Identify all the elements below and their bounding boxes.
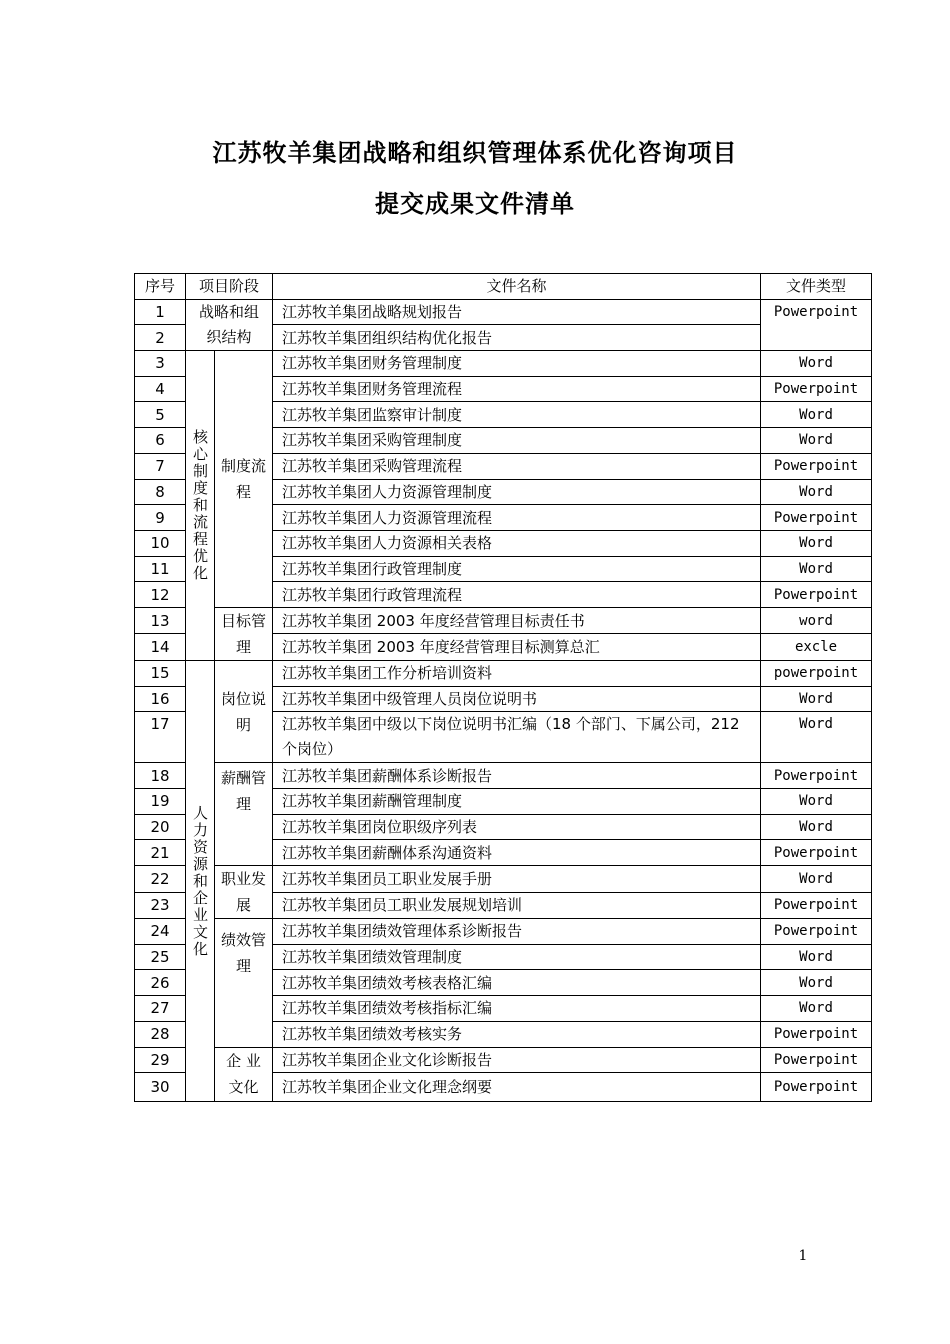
substage-label: 制度流程 bbox=[221, 457, 267, 501]
substage-label: 绩效管理 bbox=[221, 931, 267, 976]
row-name: 江苏牧羊集团行政管理流程 bbox=[273, 582, 761, 608]
row-name: 江苏牧羊集团人力资源管理流程 bbox=[273, 505, 761, 531]
row-type: Powerpoint bbox=[761, 919, 872, 945]
row-no: 26 bbox=[135, 970, 186, 996]
substage-performance bbox=[215, 919, 273, 1047]
row-name: 江苏牧羊集团战略规划报告 bbox=[273, 299, 761, 325]
row-name: 江苏牧羊集团财务管理流程 bbox=[273, 376, 761, 402]
substage-target-mgmt bbox=[215, 607, 273, 660]
stage-strategy-org bbox=[186, 299, 273, 350]
row-name: 江苏牧羊集团薪酬管理制度 bbox=[273, 789, 761, 815]
row-no: 4 bbox=[135, 376, 186, 402]
table-row bbox=[135, 763, 872, 789]
substage-systems-process bbox=[215, 351, 273, 608]
row-type: excle bbox=[761, 634, 872, 661]
table-row bbox=[135, 919, 872, 945]
row-no: 17 bbox=[135, 712, 186, 763]
stage-hr-culture bbox=[186, 660, 215, 1101]
substage-label: 企 业文化 bbox=[226, 1051, 261, 1096]
substage-label: 岗位说明 bbox=[221, 689, 267, 734]
row-name: 江苏牧羊集团监察审计制度 bbox=[273, 402, 761, 428]
row-no: 24 bbox=[135, 919, 186, 945]
row-type: Word bbox=[761, 402, 872, 428]
row-type: Powerpoint bbox=[761, 763, 872, 789]
deliverables-table bbox=[134, 273, 872, 1102]
table-row bbox=[135, 607, 872, 634]
header-no: 序号 bbox=[135, 274, 186, 300]
table-row bbox=[135, 299, 872, 325]
row-type: Word bbox=[761, 479, 872, 505]
row-no: 1 bbox=[135, 299, 186, 325]
document-subtitle: 提交成果文件清单 bbox=[375, 190, 575, 218]
row-no: 7 bbox=[135, 453, 186, 479]
row-no: 23 bbox=[135, 892, 186, 919]
row-name: 江苏牧羊集团员工职业发展手册 bbox=[273, 866, 761, 893]
row-type: Powerpoint bbox=[761, 1073, 872, 1102]
row-type: Word bbox=[761, 556, 872, 582]
substage-corporate-culture bbox=[215, 1047, 273, 1102]
row-name: 江苏牧羊集团人力资源相关表格 bbox=[273, 530, 761, 556]
row-name: 江苏牧羊集团采购管理流程 bbox=[273, 453, 761, 479]
row-name: 江苏牧羊集团岗位职级序列表 bbox=[273, 814, 761, 840]
stage-label: 核心制度和流程优化 bbox=[191, 429, 209, 582]
table-row bbox=[135, 866, 872, 893]
row-type: Powerpoint bbox=[761, 505, 872, 531]
row-name: 江苏牧羊集团绩效考核指标汇编 bbox=[273, 996, 761, 1022]
row-no: 5 bbox=[135, 402, 186, 428]
row-no: 13 bbox=[135, 607, 186, 634]
row-name: 江苏牧羊集团财务管理制度 bbox=[273, 351, 761, 377]
row-name: 江苏牧羊集团绩效考核实务 bbox=[273, 1021, 761, 1047]
row-no: 9 bbox=[135, 505, 186, 531]
table-row bbox=[135, 351, 872, 377]
row-name: 江苏牧羊集团 2003 年度经营管理目标责任书 bbox=[273, 607, 761, 634]
header-name: 文件名称 bbox=[273, 274, 761, 300]
row-no: 22 bbox=[135, 866, 186, 893]
stage-label: 人力资源和企业文化 bbox=[191, 804, 209, 958]
row-type: word bbox=[761, 607, 872, 634]
row-name: 江苏牧羊集团绩效管理体系诊断报告 bbox=[273, 919, 761, 945]
row-type: Powerpoint bbox=[761, 892, 872, 919]
substage-label: 目标管理 bbox=[221, 611, 267, 656]
row-type: Powerpoint bbox=[761, 299, 872, 350]
stage-core-systems bbox=[186, 351, 215, 661]
row-no: 15 bbox=[135, 660, 186, 686]
row-name: 江苏牧羊集团绩效管理制度 bbox=[273, 944, 761, 970]
row-type: Powerpoint bbox=[761, 376, 872, 402]
table-row bbox=[135, 1047, 872, 1073]
row-type: powerpoint bbox=[761, 660, 872, 686]
row-name: 江苏牧羊集团人力资源管理制度 bbox=[273, 479, 761, 505]
row-type: Powerpoint bbox=[761, 582, 872, 608]
row-type: Word bbox=[761, 866, 872, 893]
document-title: 江苏牧羊集团战略和组织管理体系优化咨询项目 bbox=[212, 139, 738, 167]
row-type: Powerpoint bbox=[761, 1047, 872, 1073]
substage-label: 薪酬管理 bbox=[221, 769, 267, 814]
row-no: 2 bbox=[135, 325, 186, 351]
row-type: Word bbox=[761, 814, 872, 840]
row-type: Word bbox=[761, 996, 872, 1022]
row-name: 江苏牧羊集团组织结构优化报告 bbox=[273, 325, 761, 351]
row-type: Word bbox=[761, 789, 872, 815]
row-no: 27 bbox=[135, 996, 186, 1022]
row-type: Word bbox=[761, 351, 872, 377]
row-no: 10 bbox=[135, 530, 186, 556]
row-name: 江苏牧羊集团行政管理制度 bbox=[273, 556, 761, 582]
table-row bbox=[135, 660, 872, 686]
row-type: Word bbox=[761, 712, 872, 763]
row-name: 江苏牧羊集团薪酬体系沟通资料 bbox=[273, 840, 761, 866]
row-no: 12 bbox=[135, 582, 186, 608]
row-type: Powerpoint bbox=[761, 1021, 872, 1047]
row-name: 江苏牧羊集团员工职业发展规划培训 bbox=[273, 892, 761, 919]
row-no: 18 bbox=[135, 763, 186, 789]
substage-job-description bbox=[215, 660, 273, 762]
row-name: 江苏牧羊集团企业文化理念纲要 bbox=[273, 1073, 761, 1102]
row-no: 6 bbox=[135, 428, 186, 454]
row-no: 11 bbox=[135, 556, 186, 582]
row-no: 29 bbox=[135, 1047, 186, 1073]
row-type: Word bbox=[761, 944, 872, 970]
row-type: Word bbox=[761, 970, 872, 996]
row-no: 3 bbox=[135, 351, 186, 377]
page-number: 1 bbox=[798, 1248, 808, 1264]
row-no: 16 bbox=[135, 686, 186, 712]
row-type: Word bbox=[761, 428, 872, 454]
substage-label: 职业发展 bbox=[221, 870, 267, 915]
stage-label: 战略和组织结构 bbox=[199, 302, 260, 346]
header-stage: 项目阶段 bbox=[186, 274, 273, 300]
row-no: 20 bbox=[135, 814, 186, 840]
row-type: Powerpoint bbox=[761, 453, 872, 479]
row-name: 江苏牧羊集团绩效考核表格汇编 bbox=[273, 970, 761, 996]
row-name: 江苏牧羊集团薪酬体系诊断报告 bbox=[273, 763, 761, 789]
row-name: 江苏牧羊集团企业文化诊断报告 bbox=[273, 1047, 761, 1073]
substage-career-development bbox=[215, 866, 273, 919]
row-name: 江苏牧羊集团 2003 年度经营管理目标测算总汇 bbox=[273, 634, 761, 661]
header-type: 文件类型 bbox=[761, 274, 872, 300]
row-no: 21 bbox=[135, 840, 186, 866]
row-name: 江苏牧羊集团采购管理制度 bbox=[273, 428, 761, 454]
row-name: 江苏牧羊集团中级管理人员岗位说明书 bbox=[273, 686, 761, 712]
row-no: 8 bbox=[135, 479, 186, 505]
row-no: 14 bbox=[135, 634, 186, 661]
row-name: 江苏牧羊集团工作分析培训资料 bbox=[273, 660, 761, 686]
row-no: 19 bbox=[135, 789, 186, 815]
substage-compensation bbox=[215, 763, 273, 866]
row-type: Word bbox=[761, 530, 872, 556]
row-no: 30 bbox=[135, 1073, 186, 1102]
table-header-row bbox=[135, 274, 872, 300]
row-type: Word bbox=[761, 686, 872, 712]
row-no: 25 bbox=[135, 944, 186, 970]
row-no: 28 bbox=[135, 1021, 186, 1047]
row-type: Powerpoint bbox=[761, 840, 872, 866]
row-name: 江苏牧羊集团中级以下岗位说明书汇编（18 个部门、下属公司，212 个岗位） bbox=[273, 712, 761, 763]
